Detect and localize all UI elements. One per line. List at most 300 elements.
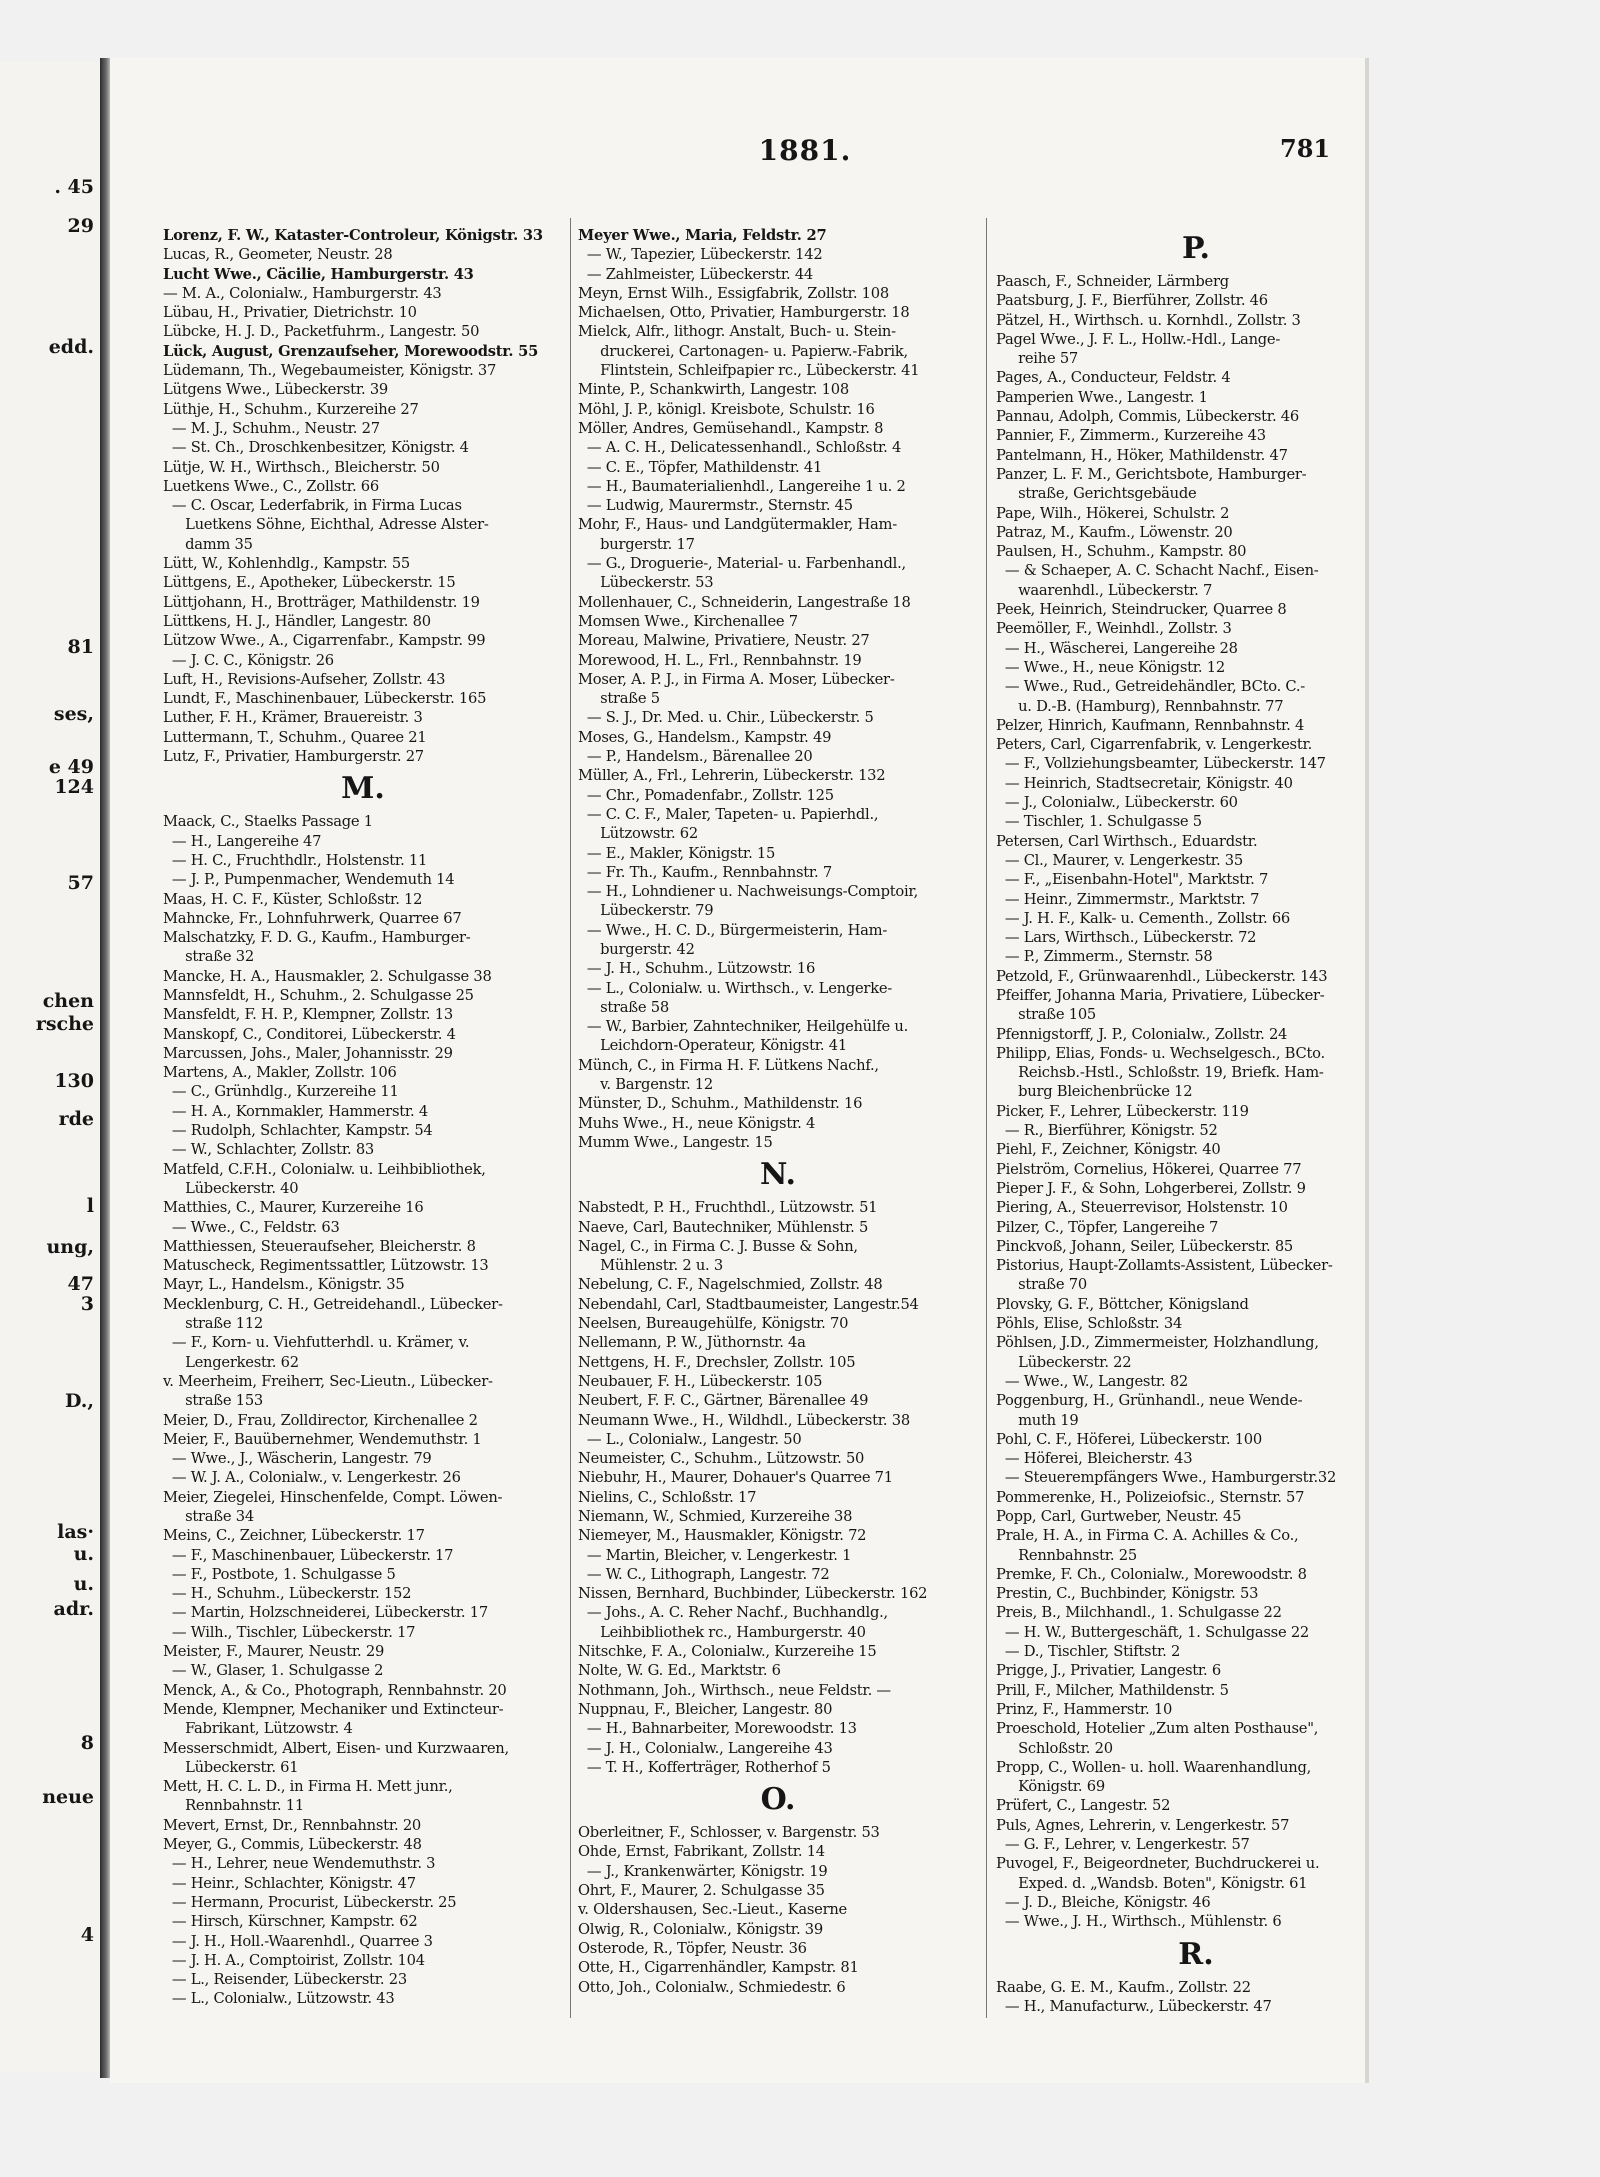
directory-entry: — W., Glaser, 1. Schulgasse 2	[163, 1662, 384, 1680]
directory-entry: Pfeiffer, Johanna Maria, Privatiere, Lübecker-	[996, 986, 1325, 1004]
directory-entry: Münch, C., in Firma H. F. Lütkens Nachf.,	[578, 1056, 879, 1074]
directory-entry: Niemeyer, M., Hausmakler, Königstr. 72	[578, 1527, 867, 1545]
previous-page-text-fragment: 81	[67, 636, 94, 658]
directory-entry: Exped. d. „Wandsb. Boten", Königstr. 61	[996, 1874, 1308, 1892]
directory-entry: straße 5	[578, 690, 660, 708]
directory-entry: — F., Korn- u. Viehfutterhdl. u. Krämer, v.	[163, 1334, 470, 1352]
directory-entry: — Wwe., H., neue Königstr. 12	[996, 658, 1225, 676]
directory-entry: — H., Langereihe 47	[163, 832, 322, 850]
directory-entry: Nebelung, C. F., Nagelschmied, Zollstr. 48	[578, 1276, 883, 1294]
directory-entry: Lübeckerstr. 40	[163, 1179, 299, 1197]
directory-entry: burgerstr. 42	[578, 940, 695, 958]
directory-entry: — H., Bahnarbeiter, Morewoodstr. 13	[578, 1720, 857, 1738]
directory-entry: Pfennigstorff, J. P., Colonialw., Zollstr. 24	[996, 1025, 1288, 1043]
directory-entry: druckerei, Cartonagen- u. Papierw.-Fabrik,	[578, 342, 908, 360]
directory-entry: Premke, F. Ch., Colonialw., Morewoodstr. 8	[996, 1565, 1307, 1583]
previous-page-text-fragment: u.	[73, 1573, 94, 1595]
directory-entry: Preis, B., Milchhandl., 1. Schulgasse 22	[996, 1604, 1282, 1622]
section-letter-heading: M.	[341, 771, 385, 807]
directory-entry: — J. D., Bleiche, Königstr. 46	[996, 1893, 1211, 1911]
directory-entry: Pieper J. F., & Sohn, Lohgerberei, Zollstr. 9	[996, 1179, 1306, 1197]
directory-entry: — L., Reisender, Lübeckerstr. 23	[163, 1971, 407, 1989]
directory-entry: Mohr, F., Haus- und Landgütermakler, Ham-	[578, 516, 897, 534]
directory-entry: Picker, F., Lehrer, Lübeckerstr. 119	[996, 1102, 1249, 1120]
directory-entry: Meier, F., Bauübernehmer, Wendemuthstr. 1	[163, 1430, 482, 1448]
directory-entry: Poggenburg, H., Grünhandl., neue Wende-	[996, 1392, 1303, 1410]
directory-entry: Otto, Joh., Colonialw., Schmiedestr. 6	[578, 1978, 846, 1996]
directory-entry: Pinckvoß, Johann, Seiler, Lübeckerstr. 85	[996, 1237, 1294, 1255]
directory-entry: Morewood, H. L., Frl., Rennbahnstr. 19	[578, 651, 862, 669]
column-rule	[570, 218, 571, 2018]
page-number: 781	[1280, 134, 1331, 163]
directory-entry: — P., Zimmerm., Sternstr. 58	[996, 948, 1213, 966]
directory-entry: — Lars, Wirthsch., Lübeckerstr. 72	[996, 929, 1257, 947]
directory-entry: Lützow Wwe., A., Cigarrenfabr., Kampstr. 99	[163, 632, 486, 650]
directory-entry: Mannsfeldt, H., Schuhm., 2. Schulgasse 25	[163, 986, 474, 1004]
directory-entry: — Wwe., J., Wäscherin, Langestr. 79	[163, 1450, 432, 1468]
directory-entry: — H. W., Buttergeschäft, 1. Schulgasse 22	[996, 1623, 1310, 1641]
directory-entry: Nuppnau, F., Bleicher, Langestr. 80	[578, 1700, 833, 1718]
directory-entry: — Fr. Th., Kaufm., Rennbahnstr. 7	[578, 863, 832, 881]
book-gutter	[100, 58, 110, 2078]
directory-entry: Pistorius, Haupt-Zollamts-Assistent, Lübecker-	[996, 1257, 1333, 1275]
directory-entry: Neelsen, Bureaugehülfe, Königstr. 70	[578, 1315, 849, 1333]
directory-entry: Momsen Wwe., Kirchenallee 7	[578, 612, 798, 630]
directory-entry: — Zahlmeister, Lübeckerstr. 44	[578, 265, 814, 283]
directory-entry: — J., Colonialw., Lübeckerstr. 60	[996, 794, 1238, 812]
directory-entry: Peemöller, F., Weinhdl., Zollstr. 3	[996, 620, 1232, 638]
directory-entry: burgerstr. 17	[578, 535, 695, 553]
directory-entry: Meier, D., Frau, Zolldirector, Kirchenallee 2	[163, 1411, 478, 1429]
directory-entry: — L., Colonialw., Lützowstr. 43	[163, 1990, 395, 2008]
directory-entry: Lützowstr. 62	[578, 825, 698, 843]
directory-entry: Luttermann, T., Schuhm., Quaree 21	[163, 728, 427, 746]
directory-entry: — Cl., Maurer, v. Lengerkestr. 35	[996, 851, 1243, 869]
directory-entry: Maack, C., Staelks Passage 1	[163, 813, 373, 831]
directory-entry: — M. A., Colonialw., Hamburgerstr. 43	[163, 284, 442, 302]
directory-entry: Prüfert, C., Langestr. 52	[996, 1797, 1171, 1815]
directory-entry: Naeve, Carl, Bautechniker, Mühlenstr. 5	[578, 1218, 869, 1236]
directory-entry: — Wilh., Tischler, Lübeckerstr. 17	[163, 1623, 416, 1641]
directory-entry: Puvogel, F., Beigeordneter, Buchdruckerei u.	[996, 1855, 1320, 1873]
directory-entry: — Tischler, 1. Schulgasse 5	[996, 813, 1202, 831]
directory-entry: Mahncke, Fr., Lohnfuhrwerk, Quarree 67	[163, 909, 462, 927]
directory-entry: — F., Postbote, 1. Schulgasse 5	[163, 1565, 396, 1583]
directory-entry: — H., Wäscherei, Langereihe 28	[996, 639, 1238, 657]
directory-entry: Mende, Klempner, Mechaniker und Extincteur-	[163, 1700, 504, 1718]
directory-entry: Meyer Wwe., Maria, Feldstr. 27	[578, 227, 827, 244]
directory-entry: Schloßstr. 20	[996, 1739, 1113, 1757]
directory-entry: — D., Tischler, Stiftstr. 2	[996, 1643, 1181, 1661]
directory-entry: — J. H., Schuhm., Lützowstr. 16	[578, 960, 816, 978]
directory-entry: Luetkens Wwe., C., Zollstr. 66	[163, 477, 379, 495]
directory-entry: Fabrikant, Lützowstr. 4	[163, 1720, 353, 1738]
directory-entry: Lüthje, H., Schuhm., Kurzereihe 27	[163, 400, 419, 418]
directory-entry: Petersen, Carl Wirthsch., Eduardstr.	[996, 832, 1258, 850]
directory-entry: Mecklenburg, C. H., Getreidehandl., Lübecker-	[163, 1295, 503, 1313]
directory-entry: Müller, A., Frl., Lehrerin, Lübeckerstr. 132	[578, 767, 886, 785]
previous-page-text-fragment: rsche	[35, 1013, 94, 1035]
section-letter-heading: P.	[1181, 231, 1211, 266]
directory-entry: Nagel, C., in Firma C. J. Busse & Sohn,	[578, 1237, 858, 1255]
directory-entry: — R., Bierführer, Königstr. 52	[996, 1122, 1218, 1140]
directory-entry: Pöhlsen, J.D., Zimmermeister, Holzhandlung,	[996, 1334, 1319, 1352]
directory-entry: Matuscheck, Regimentssattler, Lützowstr. 13	[163, 1257, 489, 1275]
directory-entry: Patraz, M., Kaufm., Löwenstr. 20	[996, 523, 1233, 541]
directory-entry: Martens, A., Makler, Zollstr. 106	[163, 1064, 397, 1082]
directory-entry: Rennbahnstr. 11	[163, 1797, 304, 1815]
previous-page-text-fragment: . 45	[54, 176, 94, 198]
directory-entry: — W., Schlachter, Zollstr. 83	[163, 1141, 375, 1159]
directory-entry: Lüttkens, H. J., Händler, Langestr. 80	[163, 612, 431, 630]
section-letter-heading: N.	[760, 1157, 796, 1193]
previous-page-text-fragment: adr.	[53, 1598, 94, 1620]
directory-entry: Leichdorn-Operateur, Königstr. 41	[578, 1037, 847, 1055]
directory-entry: — Martin, Bleicher, v. Lengerkestr. 1	[578, 1546, 852, 1564]
directory-entry: Lübcke, H. J. D., Packetfuhrm., Langestr. 50	[163, 323, 480, 341]
directory-entry: Lütgens Wwe., Lübeckerstr. 39	[163, 381, 389, 399]
directory-entry: — W., Tapezier, Lübeckerstr. 142	[578, 246, 823, 264]
directory-entry: — H. A., Kornmakler, Hammerstr. 4	[163, 1102, 428, 1120]
directory-entry: v. Oldershausen, Sec.-Lieut., Kaserne	[578, 1901, 847, 1919]
directory-entry: Michaelsen, Otto, Privatier, Hamburgerstr. 18	[578, 304, 910, 322]
directory-entry: Nettgens, H. F., Drechsler, Zollstr. 105	[578, 1353, 856, 1371]
previous-page-text-fragment: D.,	[64, 1390, 94, 1412]
directory-entry: — H., Schuhm., Lübeckerstr. 152	[163, 1585, 412, 1603]
directory-entry: — F., Vollziehungsbeamter, Lübeckerstr. 147	[996, 755, 1326, 773]
directory-entry: — F., „Eisenbahn-Hotel", Marktstr. 7	[996, 871, 1269, 889]
directory-column-middle	[578, 226, 978, 1997]
section-letter-heading: R.	[1178, 1936, 1214, 1972]
previous-page-text-fragment: chen	[42, 990, 94, 1012]
directory-entry: — Steuerempfängers Wwe., Hamburgerstr.32	[996, 1469, 1337, 1487]
directory-entry: Lundt, F., Maschinenbauer, Lübeckerstr. 165	[163, 690, 487, 708]
directory-entry: Pielström, Cornelius, Hökerei, Quarree 77	[996, 1160, 1302, 1178]
directory-entry: Pommerenke, H., Polizeiofsic., Sternstr. 57	[996, 1488, 1305, 1506]
directory-entry: — St. Ch., Droschkenbesitzer, Königstr. 4	[163, 439, 469, 457]
directory-entry: — W. J. A., Colonialw., v. Lengerkestr. 26	[163, 1469, 461, 1487]
previous-page-text-fragment: 29	[67, 215, 94, 237]
directory-entry: u. D.-B. (Hamburg), Rennbahnstr. 77	[996, 697, 1284, 715]
directory-entry: Paulsen, H., Schuhm., Kampstr. 80	[996, 543, 1247, 561]
directory-entry: Mett, H. C. L. D., in Firma H. Mett junr.,	[163, 1778, 453, 1796]
directory-entry: — H., Manufacturw., Lübeckerstr. 47	[996, 1997, 1272, 2015]
directory-entry: Prill, F., Milcher, Mathildenstr. 5	[996, 1681, 1229, 1699]
directory-entry: — H., Lohndiener u. Nachweisungs-Comptoir,	[578, 883, 918, 901]
previous-page-text-fragment: edd.	[48, 336, 94, 358]
directory-entry: Nothmann, Joh., Wirthsch., neue Feldstr. —	[578, 1681, 891, 1699]
directory-entry: Lübeckerstr. 22	[996, 1353, 1132, 1371]
directory-entry: Popp, Carl, Gurtweber, Neustr. 45	[996, 1508, 1242, 1525]
directory-entry: — Heinr., Zimmermstr., Marktstr. 7	[996, 890, 1260, 908]
previous-page-text-fragment: 130	[54, 1070, 94, 1092]
directory-entry: Mühlenstr. 2 u. 3	[578, 1257, 723, 1275]
directory-entry: Messerschmidt, Albert, Eisen- und Kurzwaaren,	[163, 1739, 509, 1757]
directory-entry: Niemann, W., Schmied, Kurzereihe 38	[578, 1508, 853, 1525]
directory-entry: v. Bargenstr. 12	[578, 1076, 713, 1094]
directory-entry: Meister, F., Maurer, Neustr. 29	[163, 1643, 385, 1661]
directory-entry: Leihbibliothek rc., Hamburgerstr. 40	[578, 1623, 866, 1641]
directory-entry: Petzold, F., Grünwaarenhdl., Lübeckerstr. 143	[996, 967, 1328, 985]
directory-entry: Lübeckerstr. 53	[578, 574, 714, 592]
directory-entry: Prale, H. A., in Firma C. A. Achilles & Co.,	[996, 1527, 1299, 1545]
directory-entry: Mevert, Ernst, Dr., Rennbahnstr. 20	[163, 1816, 422, 1834]
directory-entry: Mollenhauer, C., Schneiderin, Langestraße 18	[578, 593, 911, 611]
directory-entry: straße 34	[163, 1508, 254, 1525]
directory-entry: Matthiessen, Steueraufseher, Bleicherstr. 8	[163, 1237, 476, 1255]
directory-entry: — C. C. F., Maler, Tapeten- u. Papierhdl.,	[578, 805, 879, 823]
directory-entry: Prestin, C., Buchbinder, Königstr. 53	[996, 1585, 1259, 1603]
directory-entry: reihe 57	[996, 350, 1079, 368]
directory-entry: Piering, A., Steuerrevisor, Holstenstr. 10	[996, 1199, 1288, 1217]
directory-entry: Luft, H., Revisions-Aufseher, Zollstr. 43	[163, 670, 446, 688]
directory-entry: Puls, Agnes, Lehrerin, v. Lengerkestr. 57	[996, 1816, 1290, 1834]
directory-entry: Neubauer, F. H., Lübeckerstr. 105	[578, 1372, 823, 1390]
directory-entry: — A. C. H., Delicatessenhandl., Schloßstr. 4	[578, 439, 902, 457]
directory-entry: Pilzer, C., Töpfer, Langereihe 7	[996, 1218, 1219, 1236]
directory-entry: Malschatzky, F. D. G., Kaufm., Hamburger-	[163, 929, 471, 947]
directory-entry: Meyer, G., Commis, Lübeckerstr. 48	[163, 1836, 422, 1854]
directory-entry: Otte, H., Cigarrenhändler, Kampstr. 81	[578, 1959, 859, 1977]
previous-page-text-fragment: 57	[67, 872, 94, 894]
directory-entry: Plovsky, G. F., Böttcher, Königsland	[996, 1295, 1249, 1313]
directory-entry: Moses, G., Handelsm., Kampstr. 49	[578, 728, 832, 746]
directory-entry: Nielins, C., Schloßstr. 17	[578, 1488, 757, 1506]
directory-entry: Pape, Wilh., Hökerei, Schulstr. 2	[996, 504, 1230, 522]
directory-entry: Piehl, F., Zeichner, Königstr. 40	[996, 1141, 1221, 1159]
directory-entry: damm 35	[163, 535, 253, 553]
directory-entry: — J. C. C., Königstr. 26	[163, 651, 334, 669]
directory-entry: Prigge, J., Privatier, Langestr. 6	[996, 1662, 1221, 1680]
previous-page-text-fragment: e 49	[48, 756, 94, 778]
directory-entry: Münster, D., Schuhm., Mathildenstr. 16	[578, 1095, 863, 1113]
directory-entry: Matthies, C., Maurer, Kurzereihe 16	[163, 1199, 424, 1217]
directory-entry: — W., Barbier, Zahntechniker, Heilgehülfe u.	[578, 1018, 909, 1036]
directory-entry: — H., Lehrer, neue Wendemuthstr. 3	[163, 1855, 436, 1873]
directory-entry: Osterode, R., Töpfer, Neustr. 36	[578, 1939, 807, 1957]
directory-entry: muth 19	[996, 1411, 1079, 1429]
directory-entry: — Martin, Holzschneiderei, Lübeckerstr. 17	[163, 1604, 488, 1622]
directory-entry: Lübau, H., Privatier, Dietrichstr. 10	[163, 304, 417, 322]
directory-entry: Mancke, H. A., Hausmakler, 2. Schulgasse 38	[163, 967, 492, 985]
previous-page-text-fragment: 4	[80, 1924, 94, 1946]
directory-entry: — Höferei, Bleicherstr. 43	[996, 1450, 1193, 1468]
directory-entry: Lorenz, F. W., Kataster-Controleur, Königstr. 33	[163, 227, 543, 244]
directory-column-left	[163, 226, 563, 2009]
directory-entry: Lüdemann, Th., Wegebaumeister, Königstr. 37	[163, 362, 497, 380]
previous-page-text-fragment: 8	[80, 1732, 94, 1754]
page-year-header: 1881.	[758, 134, 852, 167]
directory-entry: straße 112	[163, 1315, 264, 1333]
previous-page-text-fragment: rde	[58, 1108, 94, 1130]
directory-entry: Philipp, Elias, Fonds- u. Wechselgesch., BCto.	[996, 1044, 1325, 1062]
directory-entry: Nitschke, F. A., Colonialw., Kurzereihe 15	[578, 1643, 877, 1661]
directory-entry: — H., Baumaterialienhdl., Langereihe 1 u. 2	[578, 477, 906, 495]
directory-entry: Pamperien Wwe., Langestr. 1	[996, 388, 1208, 406]
directory-entry: Panzer, L. F. M., Gerichtsbote, Hamburger-	[996, 465, 1307, 483]
directory-entry: Pelzer, Hinrich, Kaufmann, Rennbahnstr. 4	[996, 716, 1305, 734]
directory-entry: — Wwe., J. H., Wirthsch., Mühlenstr. 6	[996, 1913, 1282, 1931]
previous-page-text-fragment: 124	[54, 776, 94, 798]
directory-entry: — C. E., Töpfer, Mathildenstr. 41	[578, 458, 823, 476]
directory-entry: Königstr. 69	[996, 1778, 1105, 1796]
directory-entry: Moser, A. P. J., in Firma A. Moser, Lübecker-	[578, 670, 895, 688]
directory-entry: — Wwe., H. C. D., Bürgermeisterin, Ham-	[578, 921, 888, 939]
previous-page-text-fragment: neue	[42, 1786, 94, 1808]
directory-entry: Mumm Wwe., Langestr. 15	[578, 1133, 773, 1151]
directory-entry: Lüttgens, E., Apotheker, Lübeckerstr. 15	[163, 574, 456, 592]
directory-entry: Neumeister, C., Schuhm., Lützowstr. 50	[578, 1450, 865, 1468]
directory-entry: Lüttjohann, H., Brotträger, Mathildenstr. 19	[163, 593, 480, 611]
directory-entry: Mielck, Alfr., lithogr. Anstalt, Buch- u. Stein-	[578, 323, 896, 341]
section-letter-heading: O.	[760, 1782, 796, 1818]
directory-entry: Reichsb.-Hstl., Schloßstr. 19, Briefk. Ham-	[996, 1064, 1324, 1082]
directory-entry: Lucas, R., Geometer, Neustr. 28	[163, 246, 393, 264]
directory-entry: Raabe, G. E. M., Kaufm., Zollstr. 22	[996, 1978, 1251, 1996]
directory-entry: Mansfeldt, F. H. P., Klempner, Zollstr. 13	[163, 1006, 453, 1024]
directory-entry: Paatsburg, J. F., Bierführer, Zollstr. 46	[996, 292, 1268, 310]
directory-entry: Ohde, Ernst, Fabrikant, Zollstr. 14	[578, 1843, 825, 1861]
directory-entry: — S. J., Dr. Med. u. Chir., Lübeckerstr. 5	[578, 709, 874, 727]
directory-entry: Pannier, F., Zimmerm., Kurzereihe 43	[996, 427, 1266, 445]
directory-entry: — J. H., Colonialw., Langereihe 43	[578, 1739, 833, 1757]
directory-entry: Peek, Heinrich, Steindrucker, Quarree 8	[996, 601, 1287, 619]
directory-entry: — J. H. A., Comptoirist, Zollstr. 104	[163, 1951, 425, 1969]
directory-entry: Pöhls, Elise, Schloßstr. 34	[996, 1315, 1183, 1333]
directory-entry: Nebendahl, Carl, Stadtbaumeister, Langestr.54	[578, 1295, 919, 1313]
previous-page-text-fragment: l	[86, 1195, 94, 1217]
directory-entry: Pohl, C. F., Höferei, Lübeckerstr. 100	[996, 1430, 1262, 1448]
directory-entry: Nellemann, P. W., Jüthornstr. 4a	[578, 1334, 806, 1352]
directory-entry: — Hermann, Procurist, Lübeckerstr. 25	[163, 1893, 457, 1911]
directory-entry: — J., Krankenwärter, Königstr. 19	[578, 1862, 828, 1880]
previous-page-text-fragment: 47	[67, 1273, 94, 1295]
previous-page-text-fragment: u.	[73, 1543, 94, 1565]
directory-entry: — & Schaeper, A. C. Schacht Nachf., Eisen-	[996, 562, 1319, 580]
directory-entry: Ohrt, F., Maurer, 2. Schulgasse 35	[578, 1882, 825, 1900]
directory-entry: Möhl, J. P., königl. Kreisbote, Schulstr. 16	[578, 400, 875, 418]
directory-entry: — E., Makler, Königstr. 15	[578, 844, 776, 862]
directory-entry: Nolte, W. G. Ed., Marktstr. 6	[578, 1662, 781, 1680]
directory-entry: Moreau, Malwine, Privatiere, Neustr. 27	[578, 632, 870, 650]
directory-entry: v. Meerheim, Freiherr, Sec-Lieutn., Lübecker-	[163, 1372, 493, 1390]
directory-entry: — Chr., Pomadenfabr., Zollstr. 125	[578, 786, 834, 804]
directory-entry: — Ludwig, Maurermstr., Sternstr. 45	[578, 497, 853, 515]
directory-entry: Lübeckerstr. 79	[578, 902, 714, 920]
previous-page-text-fragment: 3	[80, 1293, 94, 1315]
directory-entry: Lück, August, Grenzaufseher, Morewoodstr. 55	[163, 342, 539, 360]
directory-entry: straße 32	[163, 948, 254, 966]
directory-entry: Pannau, Adolph, Commis, Lübeckerstr. 46	[996, 408, 1299, 426]
directory-entry: — Wwe., Rud., Getreidehändler, BCto. C.-	[996, 678, 1306, 696]
directory-entry: — G., Droguerie-, Material- u. Farbenhandl.,	[578, 555, 906, 573]
directory-entry: — H. C., Fruchthdlr., Holstenstr. 11	[163, 851, 428, 869]
directory-entry: — J. H., Holl.-Waarenhdl., Quarree 3	[163, 1932, 433, 1950]
directory-entry: Nabstedt, P. H., Fruchthdl., Lützowstr. 51	[578, 1199, 878, 1217]
directory-entry: — W. C., Lithograph, Langestr. 72	[578, 1565, 830, 1583]
directory-column-right	[996, 226, 1396, 2016]
directory-entry: Lucht Wwe., Cäcilie, Hamburgerstr. 43	[163, 265, 474, 283]
directory-entry: Peters, Carl, Cigarrenfabrik, v. Lengerkestr.	[996, 736, 1313, 754]
directory-entry: — C. Oscar, Lederfabrik, in Firma Lucas	[163, 497, 462, 515]
column-rule	[986, 218, 987, 2018]
directory-entry: Pagel Wwe., J. F. L., Hollw.-Hdl., Lange-	[996, 330, 1281, 348]
directory-entry: Lütje, W. H., Wirthsch., Bleicherstr. 50	[163, 458, 440, 476]
directory-entry: Paasch, F., Schneider, Lärmberg	[996, 273, 1229, 290]
directory-entry: Niebuhr, H., Maurer, Dohauer's Quarree 71	[578, 1469, 893, 1487]
previous-page-text-fragment: ung,	[46, 1236, 94, 1258]
directory-entry: Lübeckerstr. 61	[163, 1758, 299, 1776]
directory-entry: straße 58	[578, 998, 669, 1016]
directory-entry: — Heinr., Schlachter, Königstr. 47	[163, 1874, 416, 1892]
directory-entry: Pages, A., Conducteur, Feldstr. 4	[996, 369, 1231, 387]
directory-entry: — Rudolph, Schlachter, Kampstr. 54	[163, 1122, 433, 1140]
directory-entry: — P., Handelsm., Bärenallee 20	[578, 748, 813, 766]
directory-entry: burg Bleichenbrücke 12	[996, 1083, 1193, 1101]
directory-entry: Menck, A., & Co., Photograph, Rennbahnstr. 20	[163, 1681, 507, 1699]
directory-entry: — F., Maschinenbauer, Lübeckerstr. 17	[163, 1546, 454, 1564]
directory-entry: Rennbahnstr. 25	[996, 1546, 1137, 1564]
directory-entry: — Wwe., C., Feldstr. 63	[163, 1218, 340, 1236]
directory-entry: Neumann Wwe., H., Wildhdl., Lübeckerstr. 38	[578, 1411, 910, 1429]
previous-page-edge	[0, 62, 100, 2072]
directory-entry: Luetkens Söhne, Eichthal, Adresse Alster-	[163, 516, 489, 534]
directory-entry: Nissen, Bernhard, Buchbinder, Lübeckerstr. 162	[578, 1585, 928, 1603]
directory-entry: Proeschold, Hotelier „Zum alten Posthause",	[996, 1720, 1319, 1738]
directory-entry: Lengerkestr. 62	[163, 1353, 299, 1371]
directory-entry: Meyn, Ernst Wilh., Essigfabrik, Zollstr. 108	[578, 284, 889, 302]
directory-entry: — Hirsch, Kürschner, Kampstr. 62	[163, 1913, 418, 1931]
directory-entry: Pätzel, H., Wirthsch. u. Kornhdl., Zollstr. 3	[996, 311, 1301, 329]
directory-entry: waarenhdl., Lübeckerstr. 7	[996, 581, 1213, 599]
directory-entry: Matfeld, C.F.H., Colonialw. u. Leihbibliothek,	[163, 1160, 486, 1178]
directory-entry: Lutz, F., Privatier, Hamburgerstr. 27	[163, 748, 424, 766]
directory-entry: Neubert, F. F. C., Gärtner, Bärenallee 49	[578, 1392, 869, 1410]
directory-entry: — J. P., Pumpenmacher, Wendemuth 14	[163, 871, 455, 889]
directory-entry: Möller, Andres, Gemüsehandl., Kampstr. 8	[578, 419, 884, 437]
directory-entry: Maas, H. C. F., Küster, Schloßstr. 12	[163, 890, 423, 908]
directory-entry: — J. H. F., Kalk- u. Cementh., Zollstr. 66	[996, 909, 1291, 927]
directory-entry: Mayr, L., Handelsm., Königstr. 35	[163, 1276, 405, 1294]
directory-entry: Muhs Wwe., H., neue Königstr. 4	[578, 1114, 816, 1132]
directory-entry: Prinz, F., Hammerstr. 10	[996, 1700, 1173, 1718]
directory-entry: Minte, P., Schankwirth, Langestr. 108	[578, 381, 849, 399]
directory-entry: — C., Grünhdlg., Kurzereihe 11	[163, 1083, 399, 1101]
directory-entry: Meier, Ziegelei, Hinschenfelde, Compt. Löwen-	[163, 1488, 503, 1506]
directory-entry: Olwig, R., Colonialw., Königstr. 39	[578, 1920, 823, 1938]
directory-entry: straße 153	[163, 1392, 264, 1410]
directory-entry: Flintstein, Schleifpapier rc., Lübeckerstr. 41	[578, 362, 920, 380]
directory-entry: straße 105	[996, 1006, 1097, 1024]
previous-page-text-fragment: ses,	[53, 703, 94, 725]
directory-entry: — T. H., Kofferträger, Rotherhof 5	[578, 1758, 831, 1776]
directory-entry: Marcussen, Johs., Maler, Johannisstr. 29	[163, 1044, 453, 1062]
directory-entry: — M. J., Schuhm., Neustr. 27	[163, 419, 380, 437]
directory-entry: Propp, C., Wollen- u. holl. Waarenhandlung,	[996, 1758, 1312, 1776]
directory-entry: straße, Gerichtsgebäude	[996, 485, 1197, 503]
directory-entry: Manskopf, C., Conditorei, Lübeckerstr. 4	[163, 1025, 456, 1043]
directory-entry: — Johs., A. C. Reher Nachf., Buchhandlg.,	[578, 1604, 888, 1622]
directory-entry: Oberleitner, F., Schlosser, v. Bargenstr. 53	[578, 1824, 880, 1842]
directory-entry: — L., Colonialw. u. Wirthsch., v. Lengerke-	[578, 979, 893, 997]
directory-entry: Meins, C., Zeichner, Lübeckerstr. 17	[163, 1527, 425, 1545]
directory-entry: Luther, F. H., Krämer, Brauereistr. 3	[163, 709, 423, 727]
directory-entry: Lütt, W., Kohlenhdlg., Kampstr. 55	[163, 555, 411, 573]
directory-entry: — G. F., Lehrer, v. Lengerkestr. 57	[996, 1836, 1250, 1854]
directory-entry: — L., Colonialw., Langestr. 50	[578, 1430, 802, 1448]
directory-entry: Pantelmann, H., Höker, Mathildenstr. 47	[996, 446, 1288, 464]
directory-entry: straße 70	[996, 1276, 1087, 1294]
